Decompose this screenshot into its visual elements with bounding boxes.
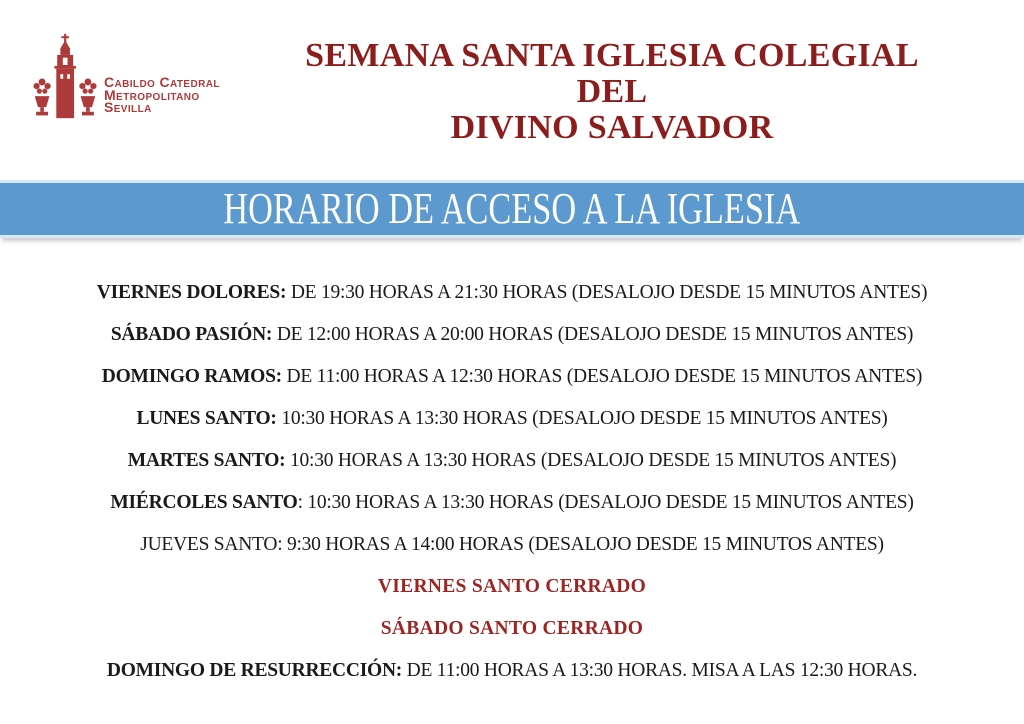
day-label: MARTES SANTO: — [127, 450, 286, 471]
day-hours: DE 19:30 HORAS A 21:30 HORAS (DESALOJO DESDE 15 MINUTOS ANTES) — [286, 282, 928, 303]
schedule-row-viernes-santo-cerrado — [0, 566, 1024, 608]
section-banner — [0, 180, 1024, 238]
schedule-row-domingo-ramos — [0, 356, 1024, 398]
logo-wordmark — [104, 76, 220, 114]
banner-title: HORARIO DE ACCESO A LA IGLESIA — [223, 184, 801, 233]
page-title — [240, 38, 984, 146]
title-line-3: DIVINO SALVADOR — [450, 109, 774, 146]
schedule-row-lunes-santo — [0, 398, 1024, 440]
schedule-row-sabado-pasion — [0, 314, 1024, 356]
schedule-row-jueves-santo — [0, 524, 1024, 566]
title-line-2: DEL — [576, 73, 648, 110]
day-hours: 10:30 HORAS A 13:30 HORAS (DESALOJO DESDE 15 MINUTOS ANTES) — [285, 450, 897, 471]
logo-line-2: Metropolitano — [104, 86, 200, 103]
schedule-row-domingo-resurreccion — [0, 650, 1024, 692]
day-label: VIERNES DOLORES: — [96, 282, 287, 303]
day-label: LUNES SANTO: — [136, 408, 277, 429]
day-hours: 10:30 HORAS A 13:30 HORAS (DESALOJO DESDE 15 MINUTOS ANTES) — [276, 408, 888, 429]
day-hours: DE 12:00 HORAS A 20:00 HORAS (DESALOJO DESDE 15 MINUTOS ANTES) — [272, 324, 914, 345]
giralda-tower-icon — [32, 33, 98, 119]
day-hours: DE 11:00 HORAS A 13:30 HORAS. MISA A LAS 12:30 HORAS. — [402, 660, 918, 681]
schedule-row-miercoles-santo — [0, 482, 1024, 524]
day-label: MIÉRCOLES SANTO — [110, 492, 298, 513]
day-label: SÁBADO PASIÓN: — [110, 324, 273, 345]
schedule-row-viernes-dolores — [0, 272, 1024, 314]
day-hours: : 10:30 HORAS A 13:30 HORAS (DESALOJO DESDE 15 MINUTOS ANTES) — [297, 492, 914, 513]
schedule-row-sabado-santo-cerrado — [0, 608, 1024, 650]
title-line-1: SEMANA SANTA IGLESIA COLEGIAL — [305, 37, 919, 74]
schedule-list — [0, 272, 1024, 692]
schedule-row-martes-santo — [0, 440, 1024, 482]
day-hours: JUEVES SANTO: 9:30 HORAS A 14:00 HORAS (DESALOJO DESDE 15 MINUTOS ANTES) — [140, 534, 884, 555]
day-label: DOMINGO RAMOS: — [101, 366, 282, 387]
logo-line-3: Sevilla — [104, 99, 152, 115]
logo-line-1: Cabildo Catedral — [104, 74, 220, 90]
closed-label: SÁBADO SANTO CERRADO — [380, 618, 644, 639]
closed-label: VIERNES SANTO CERRADO — [377, 576, 647, 597]
day-label: DOMINGO DE RESURRECCIÓN: — [106, 660, 403, 681]
day-hours: DE 11:00 HORAS A 12:30 HORAS (DESALOJO DESDE 15 MINUTOS ANTES) — [281, 366, 923, 387]
